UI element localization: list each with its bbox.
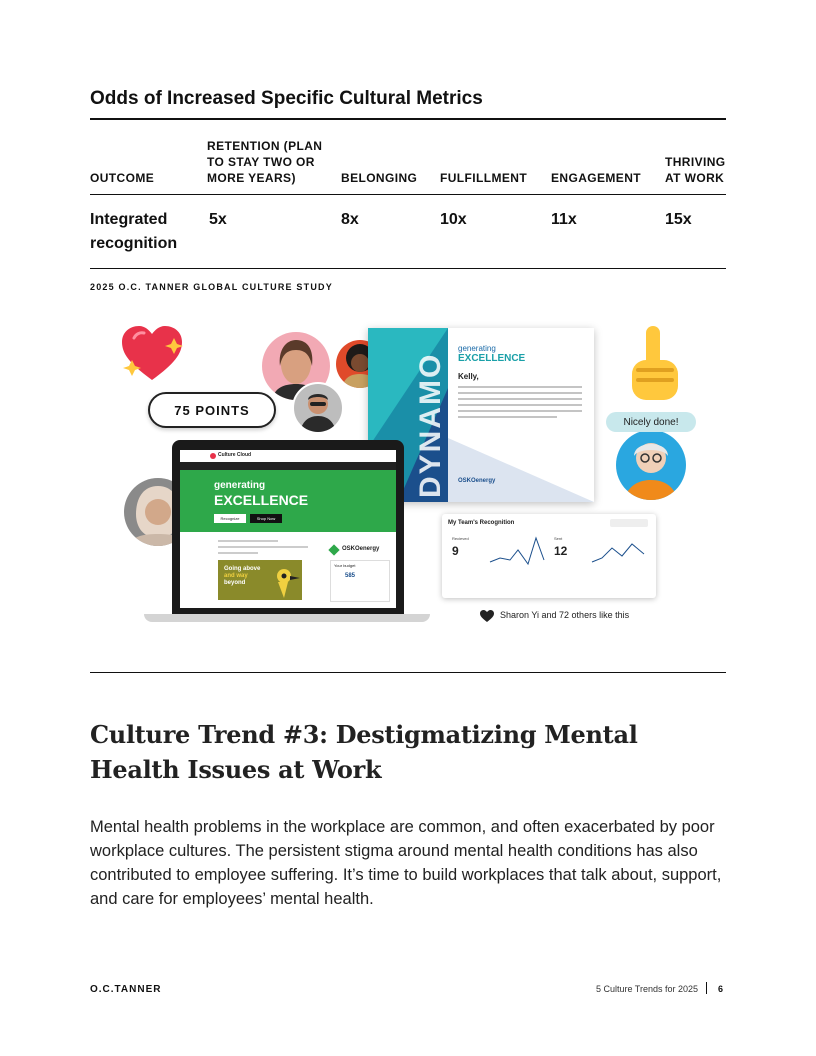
header-retention-line: RETENTION (PLAN xyxy=(207,139,323,153)
budget-value: 585 xyxy=(345,573,356,579)
laptop-screen xyxy=(180,450,396,608)
trend-body: Mental health problems in the workplace are common, and often exacerbated by poor workplace cultures. The persistent stigma around mental health conditions has also contributed to employee suffering. It’s time to build workplaces that talk about, support, and care for employees’ mental health. xyxy=(90,818,722,908)
cell-outcome-line: Integrated xyxy=(90,211,168,228)
header-thriving xyxy=(665,154,726,186)
content-lines xyxy=(218,536,318,556)
panel-title: My Team's Recognition xyxy=(448,520,515,526)
person-icon xyxy=(294,384,342,432)
header-outcome: OUTCOME xyxy=(90,171,155,185)
header-retention-line: MORE YEARS) xyxy=(207,171,296,185)
header-retention-line: TO STAY TWO OR xyxy=(207,155,315,169)
received-label: Recieved xyxy=(452,536,469,541)
hero-small: generating xyxy=(214,480,266,491)
team-recognition-panel xyxy=(442,514,656,598)
recognize-button[interactable]: Recognize xyxy=(214,514,246,523)
cell-fulfillment: 10x xyxy=(440,211,467,228)
shop-now-button[interactable]: Shop Now xyxy=(250,514,282,523)
avatar xyxy=(292,382,344,434)
hero-banner xyxy=(180,470,396,532)
table-top-rule xyxy=(90,118,726,120)
panel-filter[interactable] xyxy=(610,519,648,527)
footer-doc-title: 5 Culture Trends for 2025 xyxy=(595,984,698,994)
card-greeting: Kelly, xyxy=(458,372,479,381)
app-brand: Culture Cloud xyxy=(218,452,252,458)
cell-thriving: 15x xyxy=(665,211,692,228)
sent-label: Sent xyxy=(554,536,563,541)
person-icon xyxy=(616,430,686,500)
sent-value: 12 xyxy=(554,544,568,558)
brand-logo-icon xyxy=(210,453,216,459)
header-fulfillment: FULFILLMENT xyxy=(440,171,528,185)
recognition-collage xyxy=(110,318,700,638)
app-nav xyxy=(180,462,396,470)
nicely-done-bubble: Nicely done! xyxy=(606,412,696,432)
budget-box xyxy=(330,560,390,602)
cell-belonging: 8x xyxy=(341,211,359,228)
bird-icon xyxy=(270,564,300,598)
footer-separator xyxy=(706,982,707,994)
card-logo: OSKOenergy xyxy=(458,478,496,484)
cell-outcome-line: recognition xyxy=(90,235,178,252)
sent-sparkline xyxy=(590,534,648,574)
header-belonging: BELONGING xyxy=(341,171,418,185)
laptop-logo-text: OSKOenergy xyxy=(342,546,380,552)
laptop-logo xyxy=(330,544,378,556)
card-message-lines xyxy=(458,386,582,418)
promo-line: beyond xyxy=(224,580,246,586)
header-thriving-line: AT WORK xyxy=(665,171,725,185)
pointing-hand-icon xyxy=(622,324,686,404)
page-number: 6 xyxy=(718,984,724,994)
promo-text xyxy=(224,566,260,587)
table-header-rule xyxy=(90,194,726,195)
table-bottom-rule xyxy=(90,268,726,269)
card-heading-small: generating xyxy=(458,344,496,353)
table-title: Odds of Increased Specific Cultural Metrics xyxy=(90,88,483,109)
heart-sparkle-icon xyxy=(120,324,184,384)
header-engagement: ENGAGEMENT xyxy=(551,171,642,185)
received-value: 9 xyxy=(452,544,459,558)
promo-line: and way xyxy=(224,573,248,579)
header-retention xyxy=(207,138,322,186)
cell-outcome xyxy=(90,208,177,256)
footer-logo: O.C.TANNER xyxy=(90,984,162,995)
points-badge: 75 POINTS xyxy=(148,392,276,428)
trend-title: Culture Trend #3: Destigmatizing Mental Health Issues at Work xyxy=(90,720,638,784)
cell-engagement: 11x xyxy=(551,211,577,228)
header-thriving-line: THRIVING xyxy=(665,155,726,169)
source-note: 2025 O.C. TANNER GLOBAL CULTURE STUDY xyxy=(90,282,333,292)
section-divider xyxy=(90,672,726,673)
hero-big: EXCELLENCE xyxy=(214,492,309,508)
laptop-base xyxy=(144,614,430,622)
budget-label: Your budget xyxy=(334,563,356,568)
received-sparkline xyxy=(488,534,546,574)
promo-tile xyxy=(218,560,302,600)
card-heading-big: EXCELLENCE xyxy=(458,353,526,364)
promo-line: Going above xyxy=(224,566,261,572)
avatar xyxy=(616,430,686,500)
osko-logo-icon xyxy=(328,544,339,555)
card-side-text: DYNAMO xyxy=(414,352,447,498)
likes-text: Sharon Yi and 72 others like this xyxy=(500,610,630,620)
laptop xyxy=(172,440,404,614)
cell-retention: 5x xyxy=(209,211,227,228)
heart-icon[interactable] xyxy=(480,610,494,622)
